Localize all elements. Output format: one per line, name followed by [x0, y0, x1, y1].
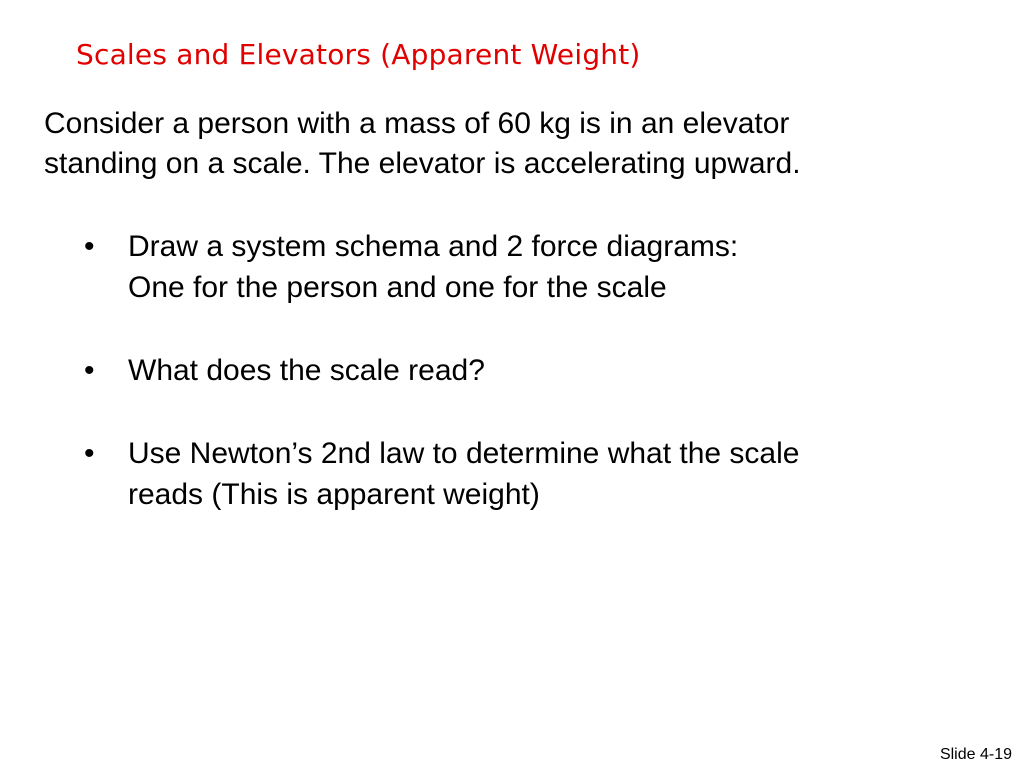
slide-title: Scales and Elevators (Apparent Weight)	[76, 38, 641, 71]
intro-line: Consider a person with a mass of 60 kg is in an elevator	[44, 107, 790, 140]
bullet-marker: •	[84, 354, 95, 387]
bullet-line: Draw a system schema and 2 force diagrams:	[128, 230, 739, 263]
bullet-item	[0, 433, 1024, 515]
bullet-item	[0, 226, 1024, 308]
bullet-list	[0, 226, 1024, 557]
bullet-text	[128, 226, 1024, 308]
bullet-item	[0, 350, 1024, 391]
intro-line: standing on a scale. The elevator is accelerating upward.	[44, 147, 801, 180]
bullet-line: What does the scale read?	[128, 354, 485, 387]
bullet-text	[128, 350, 1024, 391]
bullet-marker: •	[84, 437, 95, 470]
bullet-line: One for the person and one for the scale	[128, 271, 667, 304]
bullet-text	[128, 433, 1024, 515]
bullet-line: reads (This is apparent weight)	[128, 478, 540, 511]
bullet-line: Use Newton’s 2nd law to determine what the scale	[128, 437, 800, 470]
intro-paragraph	[44, 104, 984, 184]
slide-number: Slide 4-19	[939, 746, 1012, 763]
bullet-marker: •	[84, 230, 95, 263]
